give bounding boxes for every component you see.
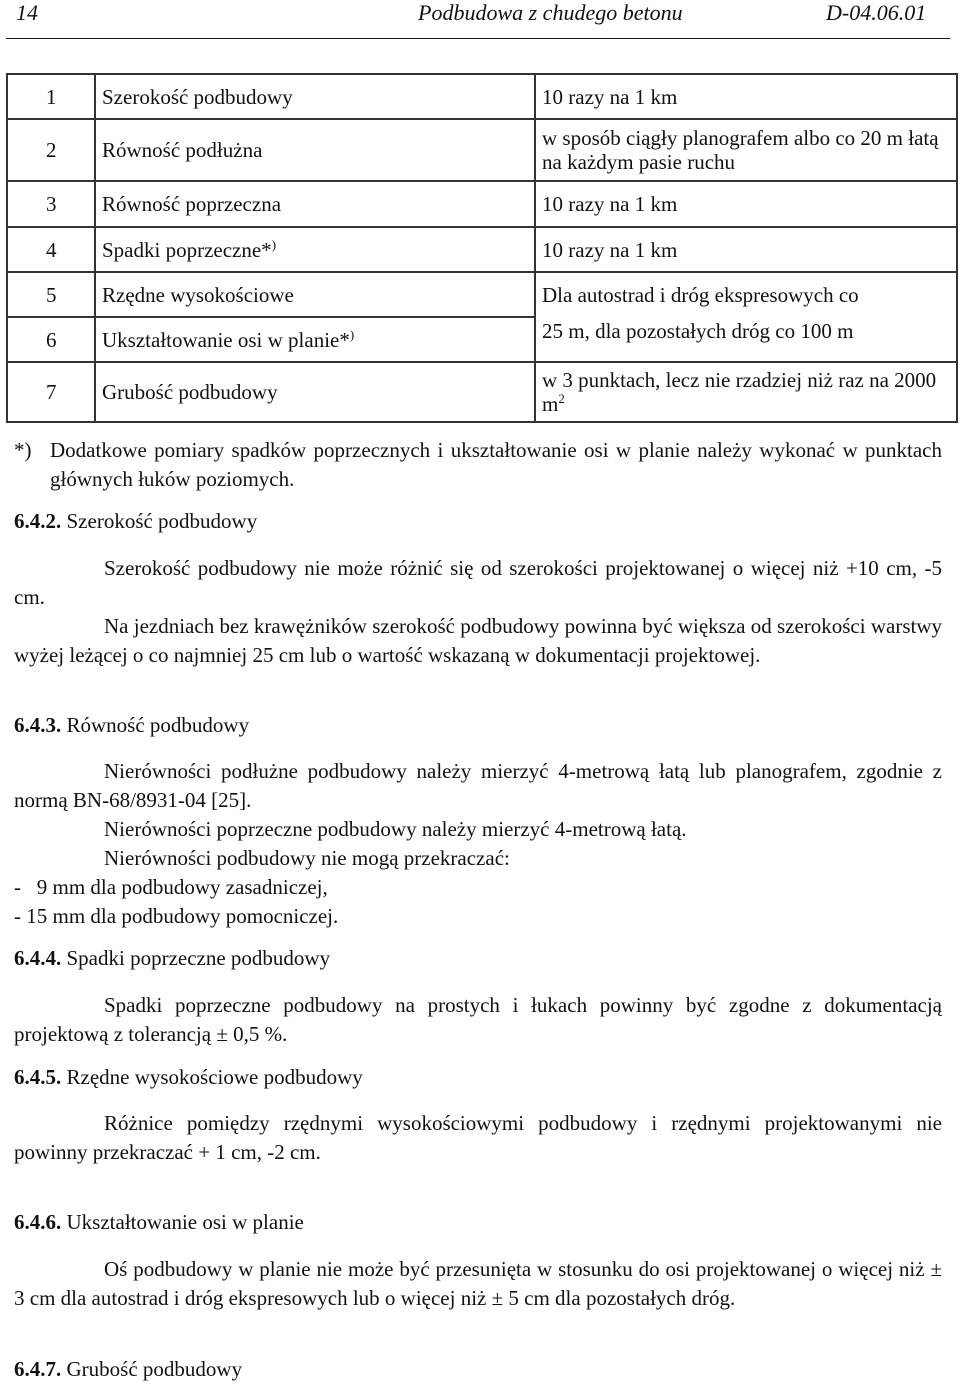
paragraph: Nierówności podbudowy nie mogą przekraczać: (104, 846, 510, 870)
frequency-cell: 10 razy na 1 km (535, 181, 957, 227)
section-heading-6-4-3 (14, 713, 249, 738)
table-footnote (14, 436, 942, 494)
row-number: 5 (7, 272, 95, 317)
paragraph: Różnice pomiędzy rzędnymi wysokościowymi podbudowy i rzędnymi projektowanymi nie powinny przekraczać + 1 cm, -2 cm. (14, 1111, 942, 1164)
parameter-text: Spadki poprzeczne* (102, 237, 272, 262)
parameter-cell: Szerokość podbudowy (95, 74, 535, 119)
table-row (7, 362, 957, 422)
footnote-text: Dodatkowe pomiary spadków poprzecznych i ukształtowanie osi w planie należy wykonać w punktach głównych łuków poziomych. (50, 438, 942, 491)
section-heading-6-4-2 (14, 509, 257, 534)
frequency-cell: Dla autostrad i dróg ekspresowych co (535, 272, 957, 317)
superscript: 2 (558, 391, 565, 406)
table-row (7, 74, 957, 119)
parameter-cell: Równość podłużna (95, 119, 535, 181)
parameter-cell (95, 227, 535, 272)
list-item: - 15 mm dla podbudowy pomocniczej. (14, 904, 339, 928)
section-number: 6.4.3. (14, 713, 62, 737)
list-item: - 9 mm dla podbudowy zasadniczej, (14, 875, 328, 899)
section-heading-6-4-6 (14, 1210, 304, 1235)
section-heading-6-4-7 (14, 1357, 242, 1382)
section-title: Szerokość podbudowy (66, 509, 258, 533)
row-number: 6 (7, 317, 95, 362)
row-number: 2 (7, 119, 95, 181)
table-row (7, 272, 957, 317)
footnote-ref: ) (271, 236, 277, 252)
section-title: Równość podbudowy (66, 713, 250, 737)
paragraph: Na jezdniach bez krawężników szerokość podbudowy powinna być większa od szerokości warstwy wyżej leżącej o co najmniej 25 cm lub o wartość wskazaną w dokumentacji projektowej. (14, 614, 942, 667)
paragraph: Nierówności podłużne podbudowy należy mierzyć 4-metrową łatą lub planografem, zgodnie z normą BN-68/8931-04 [25]. (14, 759, 942, 812)
table-row (7, 317, 957, 362)
section-number: 6.4.6. (14, 1210, 62, 1234)
frequency-text: w 3 punktach, lecz nie rzadziej niż raz na 2000 m (542, 368, 937, 416)
paragraph: Oś podbudowy w planie nie może być przesunięta w stosunku do osi projektowanej o więcej niż ± 3 cm dla autostrad i dróg ekspresowych lub o więcej niż ± 5 cm dla pozostałych dróg. (14, 1257, 942, 1310)
parameter-cell: Grubość podbudowy (95, 362, 535, 422)
table-row (7, 227, 957, 272)
section-title: Spadki poprzeczne podbudowy (66, 946, 331, 970)
parameter-cell: Rzędne wysokościowe (95, 272, 535, 317)
paragraph: Nierówności poprzeczne podbudowy należy mierzyć 4-metrową łatą. (104, 817, 687, 841)
paragraph: Szerokość podbudowy nie może różnić się od szerokości projektowanej o więcej niż +10 cm, -5 cm. (14, 556, 942, 609)
inspection-frequency-table (6, 73, 958, 423)
frequency-cell: w sposób ciągły planografem albo co 20 m łatą na każdym pasie ruchu (535, 119, 957, 181)
section-title: Rzędne wysokościowe podbudowy (66, 1065, 363, 1089)
parameter-text: Ukształtowanie osi w planie* (102, 327, 350, 352)
section-heading-6-4-4 (14, 946, 330, 971)
section-number: 6.4.2. (14, 509, 62, 533)
footnote-ref: ) (349, 326, 355, 342)
frequency-cell (535, 362, 957, 422)
footnote-marker: *) (14, 438, 32, 462)
frequency-cell: 10 razy na 1 km (535, 74, 957, 119)
table-row (7, 181, 957, 227)
parameter-cell (95, 317, 535, 362)
section-number: 6.4.4. (14, 946, 62, 970)
row-number: 7 (7, 362, 95, 422)
frequency-cell: 25 m, dla pozostałych dróg co 100 m (535, 317, 957, 362)
parameter-cell: Równość poprzeczna (95, 181, 535, 227)
page-number: 14 (16, 0, 38, 25)
row-number: 1 (7, 74, 95, 119)
frequency-cell: 10 razy na 1 km (535, 227, 957, 272)
page-header (0, 0, 960, 26)
row-number: 3 (7, 181, 95, 227)
section-number: 6.4.5. (14, 1065, 62, 1089)
row-number: 4 (7, 227, 95, 272)
section-number: 6.4.7. (14, 1357, 62, 1381)
header-divider (6, 38, 950, 39)
section-heading-6-4-5 (14, 1065, 363, 1090)
table-row (7, 119, 957, 181)
section-title: Grubość podbudowy (66, 1357, 243, 1381)
document-code: D-04.06.01 (826, 0, 927, 25)
paragraph: Spadki poprzeczne podbudowy na prostych i łukach powinny być zgodne z dokumentacją projektową z tolerancją ± 0,5 %. (14, 993, 942, 1046)
document-title: Podbudowa z chudego betonu (418, 0, 683, 25)
section-title: Ukształtowanie osi w planie (66, 1210, 304, 1234)
